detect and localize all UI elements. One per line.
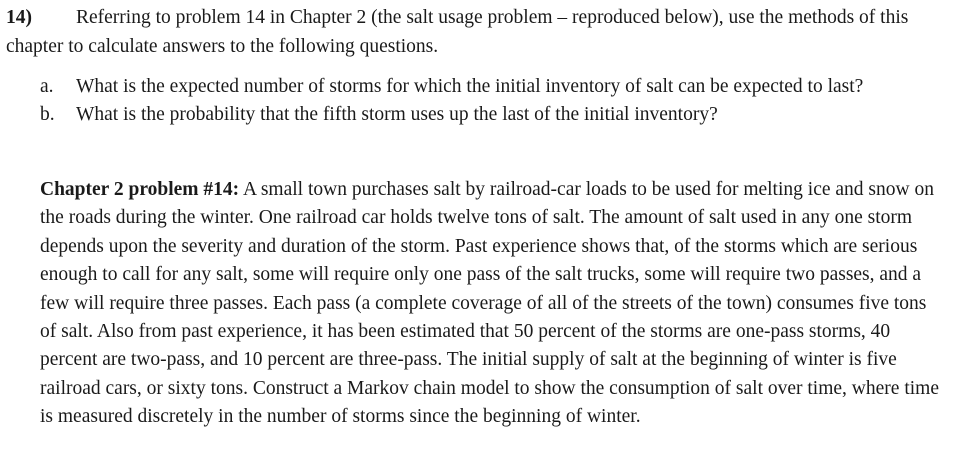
chapter-problem-body: A small town purchases salt by railroad-car loads to be used for melting ice and snow on the roads during the winter. One railroad car holds twelve tons of salt. The amount of salt used in any one storm depends upon the severity and duration of the storm. Past experience shows that, of the storms which are serious enough to call for any salt, some will require only one pass of the salt trucks, some will require two passes, and a few will require three passes. Each pass (a complete coverage of all of the streets of the town) consumes five tons of salt. Also from past experience, it has been estimated that 50 percent of the storms are one-pass storms, 40 percent are two-pass, and 10 percent are three-pass. The initial supply of salt at the beginning of winter is five railroad cars, or sixty tons. Construct a Markov chain model to show the consumption of salt over time, where time is measured discretely in the number of storms since the beginning of winter. <box>40 179 939 428</box>
question-item-a <box>40 73 920 101</box>
problem-intro-text: Referring to problem 14 in Chapter 2 (the salt usage problem – reproduced below), use the methods of this chapter to calculate answers to the following questions. <box>6 7 909 57</box>
chapter-problem <box>40 176 945 432</box>
problem-intro <box>6 3 946 61</box>
question-text-b: What is the probability that the fifth storm uses up the last of the initial inventory? <box>76 104 718 125</box>
question-marker-b: b. <box>40 104 55 125</box>
question-text-a: What is the expected number of storms for which the initial inventory of salt can be expected to last? <box>76 76 864 97</box>
question-list <box>40 73 920 129</box>
chapter-problem-heading: Chapter 2 problem #14: <box>40 179 240 200</box>
question-marker-a: a. <box>40 76 54 97</box>
problem-number: 14) <box>6 7 32 28</box>
question-item-b <box>40 101 920 129</box>
